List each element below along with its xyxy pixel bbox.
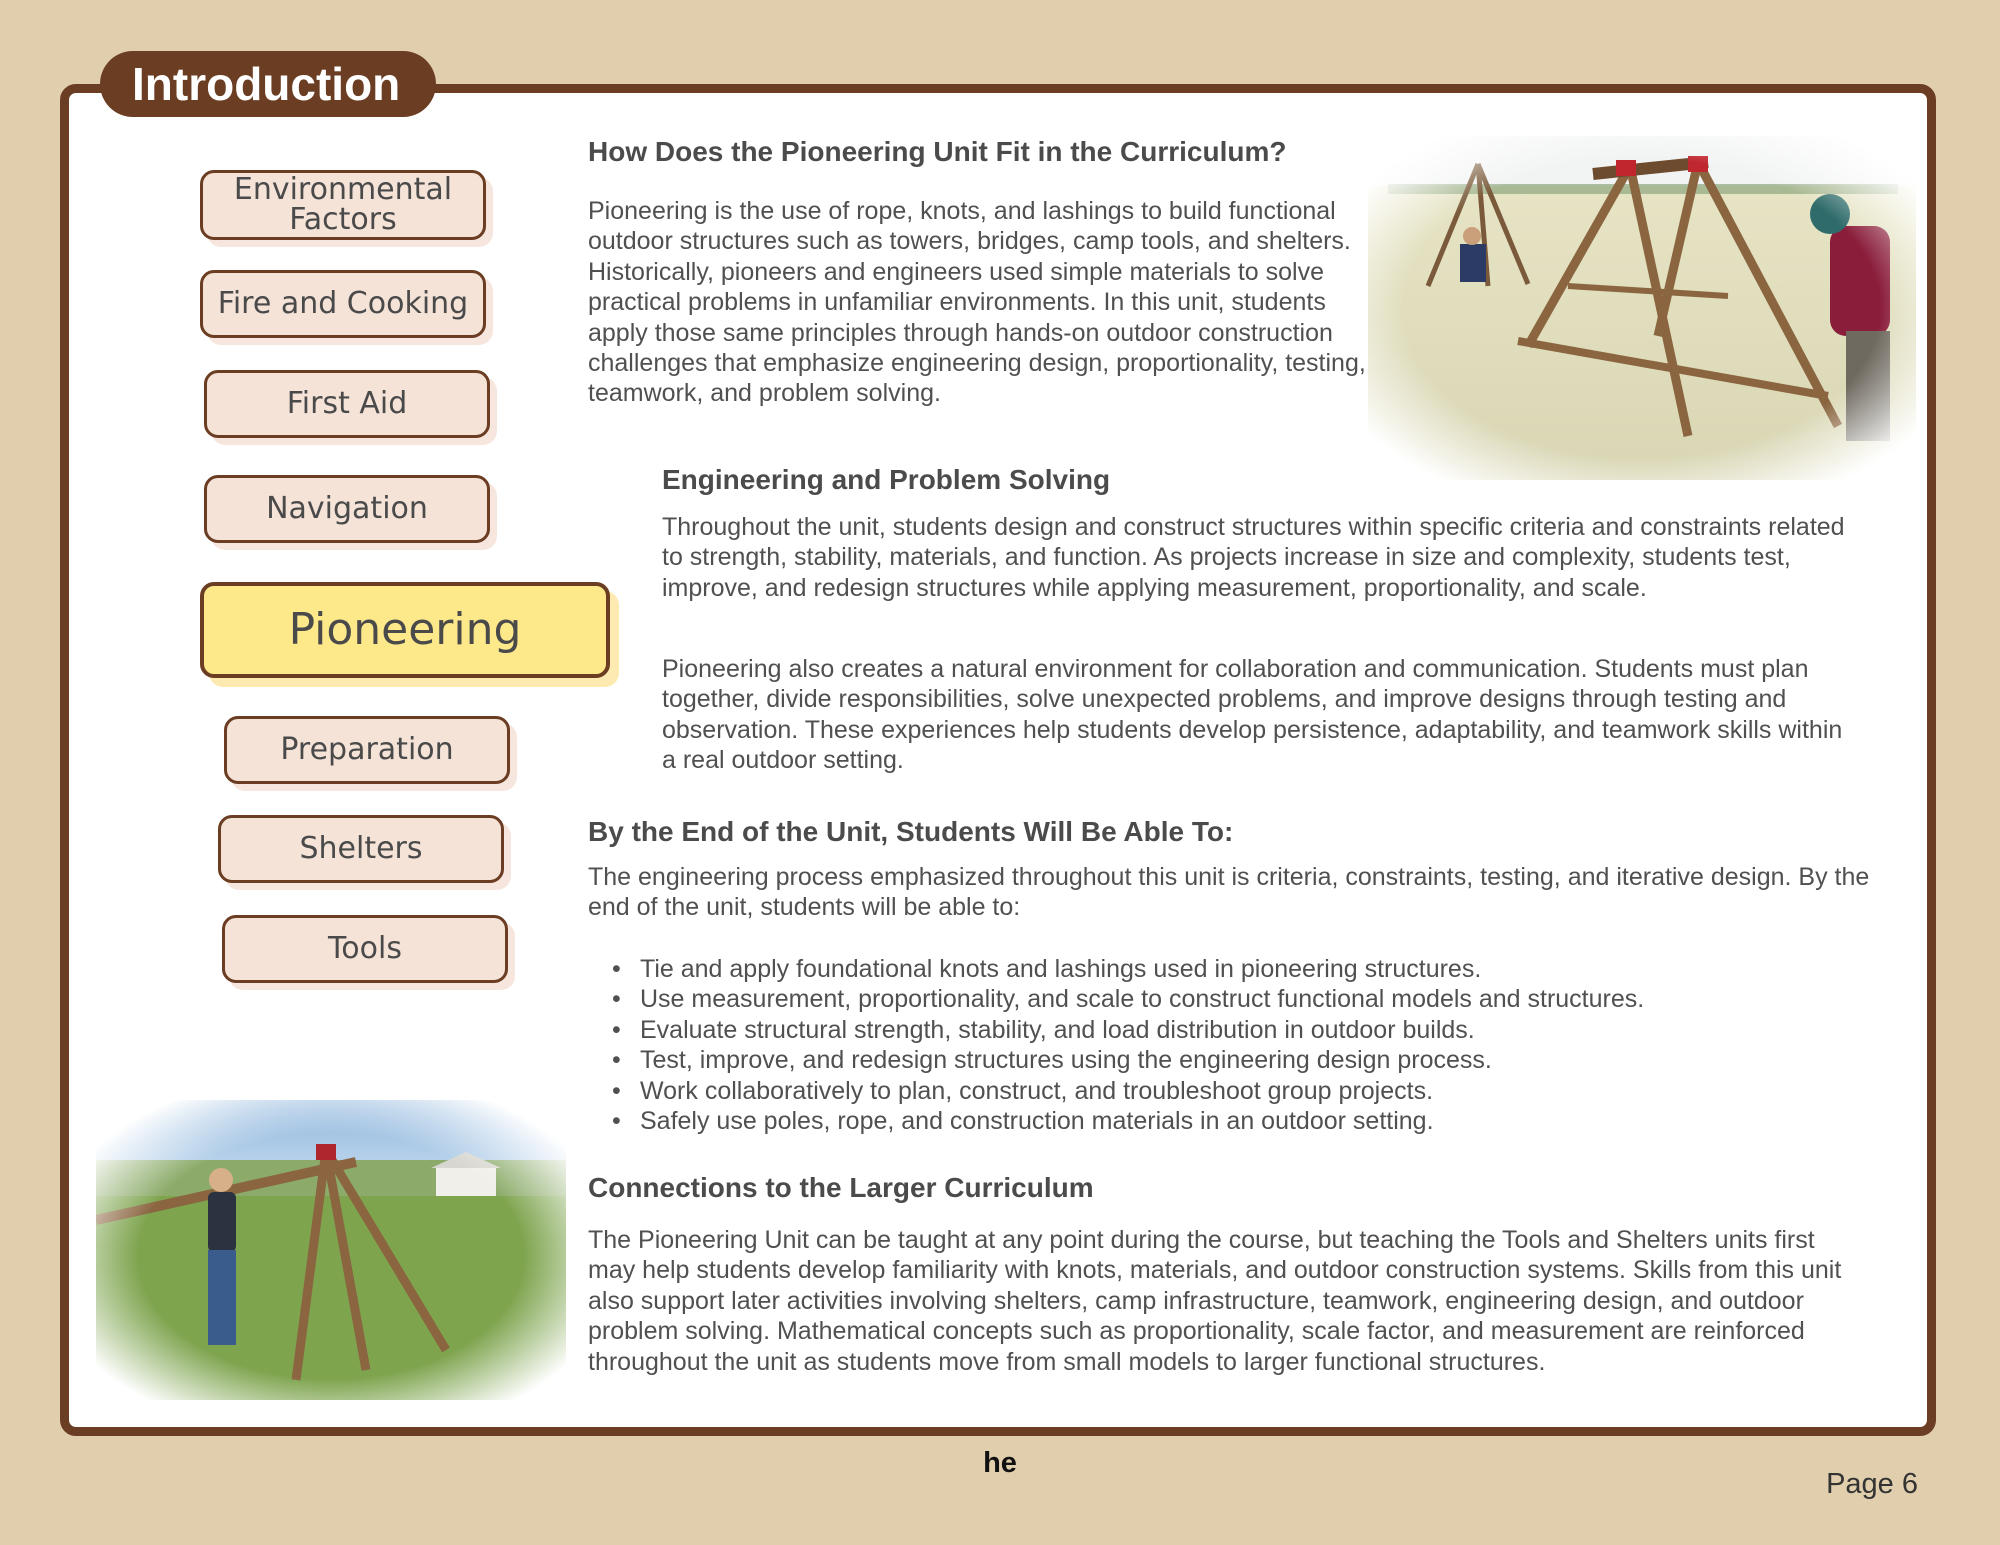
nav-environmental-factors[interactable]: Environmental Factors — [200, 170, 486, 240]
section-title: Introduction — [100, 51, 436, 117]
list-item: • Safely use poles, rope, and construction materials in an outdoor setting. — [612, 1106, 1892, 1136]
list-item: • Use measurement, proportionality, and scale to construct functional models and structures. — [612, 984, 1892, 1014]
nav-first-aid[interactable]: First Aid — [204, 370, 490, 438]
nav-navigation[interactable]: Navigation — [204, 475, 490, 543]
nav-fire-and-cooking[interactable]: Fire and Cooking — [200, 270, 486, 338]
students-building-photo — [96, 1100, 566, 1400]
list-item: • Tie and apply foundational knots and lashings used in pioneering structures. — [612, 954, 1892, 984]
nav-pioneering[interactable]: Pioneering — [200, 582, 610, 678]
fit-body: Pioneering is the use of rope, knots, and lashings to build functional outdoor structures such as towers, bridges, camp tools, and shelters. Historically, pioneers and engineers used simple materials to solve practical problems in unfamiliar environments. In this unit, students apply those same principles through hands-on outdoor construction challenges that emphasize engineering design, proportionality, testing, teamwork, and problem solving. — [588, 197, 1366, 408]
outcomes-list — [612, 954, 1892, 1136]
engineering-heading: Engineering and Problem Solving — [662, 464, 1111, 495]
fit-heading: How Does the Pioneering Unit Fit in the Curriculum? — [588, 136, 1287, 167]
connections-heading: Connections to the Larger Curriculum — [588, 1172, 1094, 1203]
outcomes-intro: The engineering process emphasized throughout this unit is criteria, constraints, testing, and iterative design. By the end of the unit, students will be able to: — [588, 863, 1870, 922]
footer-text: he — [983, 1447, 1017, 1479]
list-item: • Evaluate structural strength, stability, and load distribution in outdoor builds. — [612, 1015, 1892, 1045]
connections-body: The Pioneering Unit can be taught at any point during the course, but teaching the Tools and Shelters units first may help students develop familiarity with knots, materials, and outdoor construction systems. Skills from this unit also support later activities involving shelters, camp infrastructure, teamwork, engineering design, and outdoor problem solving. Mathematical concepts such as proportionality, scale factor, and measurement are reinforced throughout the unit as students move from small models to larger functional structures. — [588, 1226, 1842, 1376]
list-item: • Work collaboratively to plan, construct, and troubleshoot group projects. — [612, 1076, 1892, 1106]
pioneering-tower-illustration — [1368, 136, 1916, 480]
nav-shelters[interactable]: Shelters — [218, 815, 504, 883]
nav-preparation[interactable]: Preparation — [224, 716, 510, 784]
engineering-body-2: Pioneering also creates a natural environment for collaboration and communication. Students must plan together, divide responsibilities, solve unexpected problems, and improve designs through testing and observation. These experiences help students develop persistence, adaptability, and teamwork skills within a real outdoor setting. — [662, 655, 1843, 775]
outcomes-heading: By the End of the Unit, Students Will Be Able To: — [588, 816, 1234, 847]
nav-tools[interactable]: Tools — [222, 915, 508, 983]
students-building-illustration — [96, 1100, 566, 1400]
page-number: Page 6 — [1826, 1468, 1918, 1500]
engineering-body-1: Throughout the unit, students design and construct structures within specific criteria and constraints related to strength, stability, materials, and function. As projects increase in size and complexity, students test, improve, and redesign structures while applying measurement, proportionality, and scale. — [662, 513, 1845, 602]
pioneering-tower-photo — [1368, 136, 1916, 480]
list-item: • Test, improve, and redesign structures using the engineering design process. — [612, 1045, 1892, 1075]
